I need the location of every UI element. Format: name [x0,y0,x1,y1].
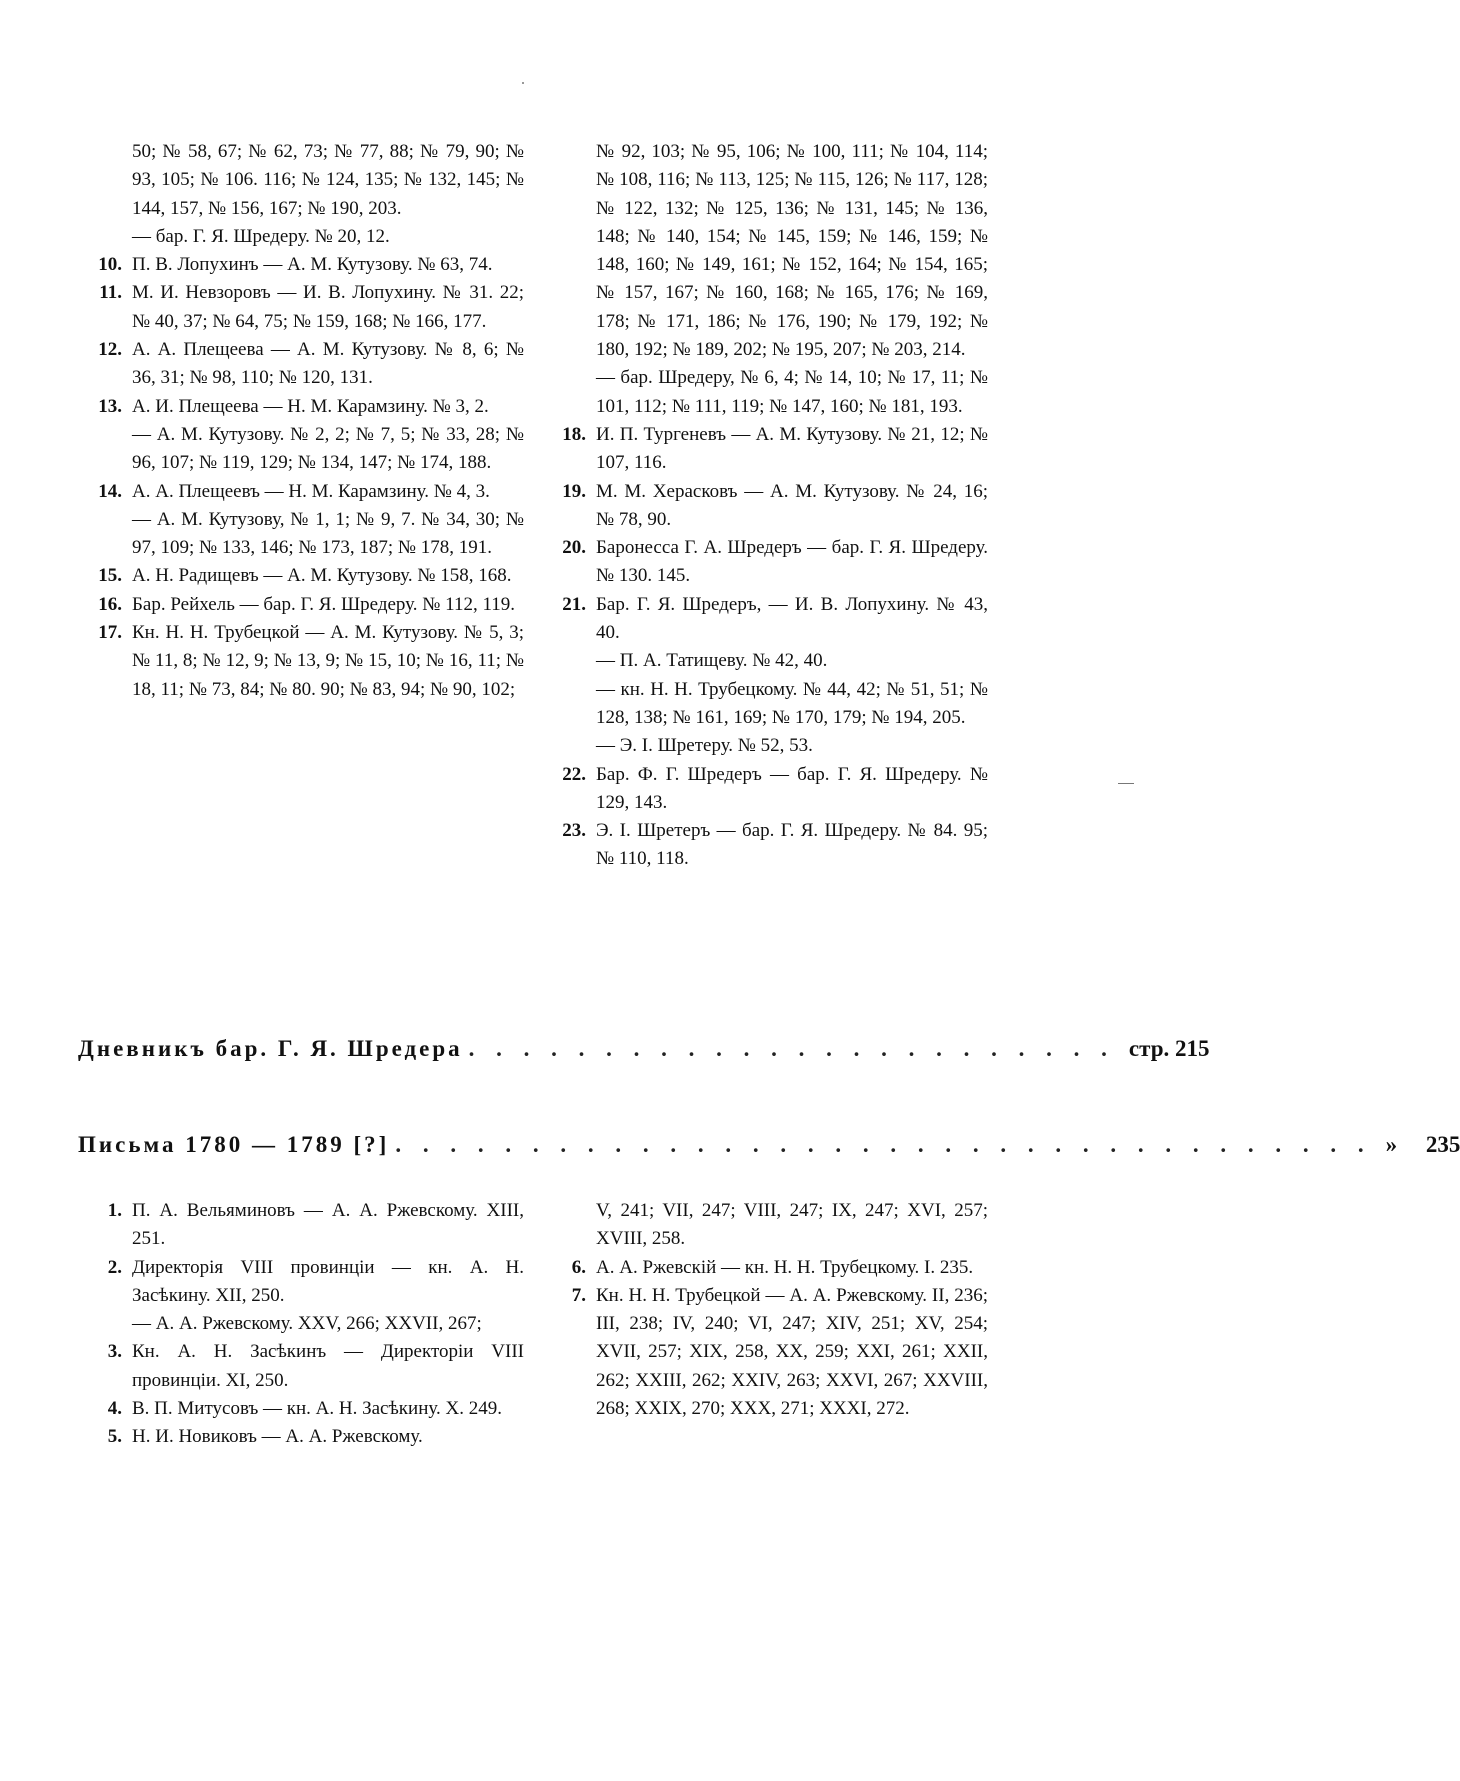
entry-number: 4. [107,1398,122,1420]
entry-text: Э. I. Шретеръ — бар. Г. Я. Шредеру. № 84. 95; № 110, 118. [596,820,988,870]
entry-number: 17. [98,622,122,644]
entry-number: 1. [107,1200,122,1221]
index-entry [84,1338,524,1395]
index-entry [84,1395,524,1423]
index-entry [548,478,988,535]
right-column [548,138,988,874]
index-subentry: — Э. I. Шретеру. № 52, 53. [596,735,813,757]
index-section-2 [84,1197,988,1452]
entry-number: 10. [98,254,122,276]
index-subentry: — бар. Шредеру, № 6, 4; № 14, 10; № 17, 11; № 101, 112; № 111, 119; № 147, 160; № 181, 193. [596,367,988,417]
entry-number: 11. [99,282,122,304]
entry-text: Кн. Н. Н. Трубецкой — А. М. Кутузову. № 5, 3; № 11, 8; № 12, 9; № 13, 9; № 15, 10; № 16, 11; № 18, 11; № 73, 84; № 80. 90; № 83, 94; № 90, 102; [132,622,524,700]
leader-dots: . . . . . . . . . . . . . . . . . . . . . . . . [468,1036,1115,1061]
index-subentry: — А. М. Кутузову. № 2, 2; № 7, 5; № 33, 28; № 96, 107; № 119, 129; № 134, 147; № 174, 188. [132,423,524,474]
index-entry [84,393,524,421]
entry-text: Баронесса Г. А. Шредеръ — бар. Г. Я. Шредеру. № 130. 145. [596,537,988,587]
index-entry [84,478,524,506]
entry-text: М. И. Невзоровъ — И. В. Лопухину. № 31. 22; № 40, 37; № 64, 75; № 159, 168; № 166, 177. [132,282,524,332]
entry-text: А. А. Плещеевъ — Н. М. Карамзину. № 4, 3. [132,480,490,502]
index-section-1 [84,138,988,874]
entry-number: 22. [562,763,586,785]
entry-number: 20. [562,537,586,559]
entry-text: Кн. Н. Н. Трубецкой — А. А. Ржевскому. II, 236; III, 238; IV, 240; VI, 247; XIV, 251; XV, 254; XVII, 257; XIX, 258, XX, 259; XXI, 261; XXII, 262; XXIII, 262; XXIV, 263; XXVI, 267; XXVIII, 268; XXIX, 270; XXX, 271; XXXI, 272. [596,1284,988,1420]
entry-text: В. П. Митусовъ — кн. А. Н. Засѣкину. X. 249. [132,1398,502,1420]
entry-text: Бар. Г. Я. Шредеръ, — И. В. Лопухину. № 43, 40. [596,593,988,644]
entry-text: А. Н. Радищевъ — А. М. Кутузову. № 158, 168. [132,565,512,587]
printer-mark [522,82,524,84]
index-continuation: № 92, 103; № 95, 106; № 100, 111; № 104, 114; № 108, 116; № 113, 125; № 115, 126; № 117, 128; № 122, 132; № 125, 136; № 131, 145; № 136, 148; № 140, 154; № 145, 159; № 146, 159; № 148, 160; № 149, 161; № 152, 164; № 154, 165; № 157, 167; № 160, 168; № 165, 176; № 169, 178; № 171, 186; № 176, 190; № 179, 192; № 180, 192; № 189, 202; № 195, 207; № 203, 214. [596,141,988,361]
entry-text: Директорія VIII провинціи — кн. А. Н. Засѣкину. XII, 250. [132,1256,524,1306]
margin-mark [1118,783,1134,784]
index-subentry: — А. М. Кутузову, № 1, 1; № 9, 7. № 34, 30; № 97, 109; № 133, 146; № 173, 187; № 178, 191. [132,508,524,559]
entry-number: 6. [571,1256,586,1278]
index-entry [548,1282,988,1423]
entry-text: М. М. Херасковъ — А. М. Кутузову. № 24, 16; № 78, 90. [596,480,988,530]
entry-number: 14. [98,480,122,502]
index-continuation: 50; № 58, 67; № 62, 73; № 77, 88; № 79, 90; № 93, 105; № 106. 116; № 124, 135; № 132, 145; № 144, 157, № 156, 167; № 190, 203. [132,141,524,219]
entry-number: 2. [107,1256,122,1278]
left-column [84,1197,524,1452]
entry-text: П. В. Лопухинъ — А. М. Кутузову. № 63, 74. [132,254,493,276]
entry-text: И. П. Тургеневъ — А. М. Кутузову. № 21, 12; № 107, 116. [596,423,988,474]
index-subentry: — бар. Г. Я. Шредеру. № 20, 12. [132,225,390,247]
entry-text: Бар. Рейхель — бар. Г. Я. Шредеру. № 112, 119. [132,593,515,615]
entry-number: 5. [107,1426,122,1448]
index-entry [84,1254,524,1311]
heading-page: » 235 [1385,1132,1460,1157]
index-entry [548,591,988,648]
index-entry [548,421,988,478]
letters-heading [78,1132,1460,1158]
entry-text: Н. И. Новиковъ — А. А. Ржевскому. [132,1426,423,1448]
entry-number: 13. [98,395,122,417]
entry-number: 23. [562,820,586,842]
entry-text: А. И. Плещеева — Н. М. Карамзину. № 3, 2. [132,395,489,417]
index-entry [84,1423,524,1451]
entry-number: 7. [571,1284,586,1306]
right-column [548,1197,988,1452]
entry-text: Бар. Ф. Г. Шредеръ — бар. Г. Я. Шредеру. № 129, 143. [596,763,988,813]
entry-number: 19. [562,480,586,502]
index-entry [84,336,524,393]
index-entry [84,619,524,704]
diary-heading [78,1036,1210,1062]
entry-text: Кн. А. Н. Засѣкинъ — Директоріи VIII провинціи. XI, 250. [132,1341,524,1391]
left-column [84,138,524,874]
index-entry [548,1254,988,1282]
heading-title: Дневникъ бар. Г. Я. Шредера [78,1036,463,1061]
index-entry [84,562,524,590]
index-entry [84,591,524,619]
entry-number: 16. [98,593,122,615]
entry-text: А. А. Ржевскій — кн. Н. Н. Трубецкому. I. 235. [596,1256,974,1278]
index-entry [548,534,988,591]
entry-number: 15. [98,565,122,587]
entry-number: 18. [562,423,586,445]
heading-title: Письма 1780 — 1789 [?] [78,1132,390,1157]
index-entry [84,1197,524,1254]
index-subentry: — П. А. Татищеву. № 42, 40. [596,650,828,672]
entry-number: 3. [107,1341,122,1363]
index-subentry: — А. А. Ржевскому. XXV, 266; XXVII, 267; [132,1313,482,1335]
entry-text: П. А. Вельяминовъ — А. А. Ржевскому. XIII, 251. [132,1200,524,1250]
index-entry [548,761,988,818]
index-entry [84,251,524,279]
heading-page: стр. 215 [1128,1036,1210,1061]
index-continuation: V, 241; VII, 247; VIII, 247; IX, 247; XVI, 257; XVIII, 258. [596,1200,988,1250]
index-entry [548,817,988,874]
entry-number: 21. [562,593,586,615]
entry-number: 12. [98,339,122,361]
index-entry [84,279,524,336]
index-subentry: — кн. Н. Н. Трубецкому. № 44, 42; № 51, 51; № 128, 138; № 161, 169; № 170, 179; № 194, 205. [596,678,988,728]
leader-dots: . . . . . . . . . . . . . . . . . . . . . . . . . . . . . . . . . . . . [395,1132,1372,1157]
entry-text: А. А. Плещеева — А. М. Кутузову. № 8, 6; № 36, 31; № 98, 110; № 120, 131. [132,339,524,389]
